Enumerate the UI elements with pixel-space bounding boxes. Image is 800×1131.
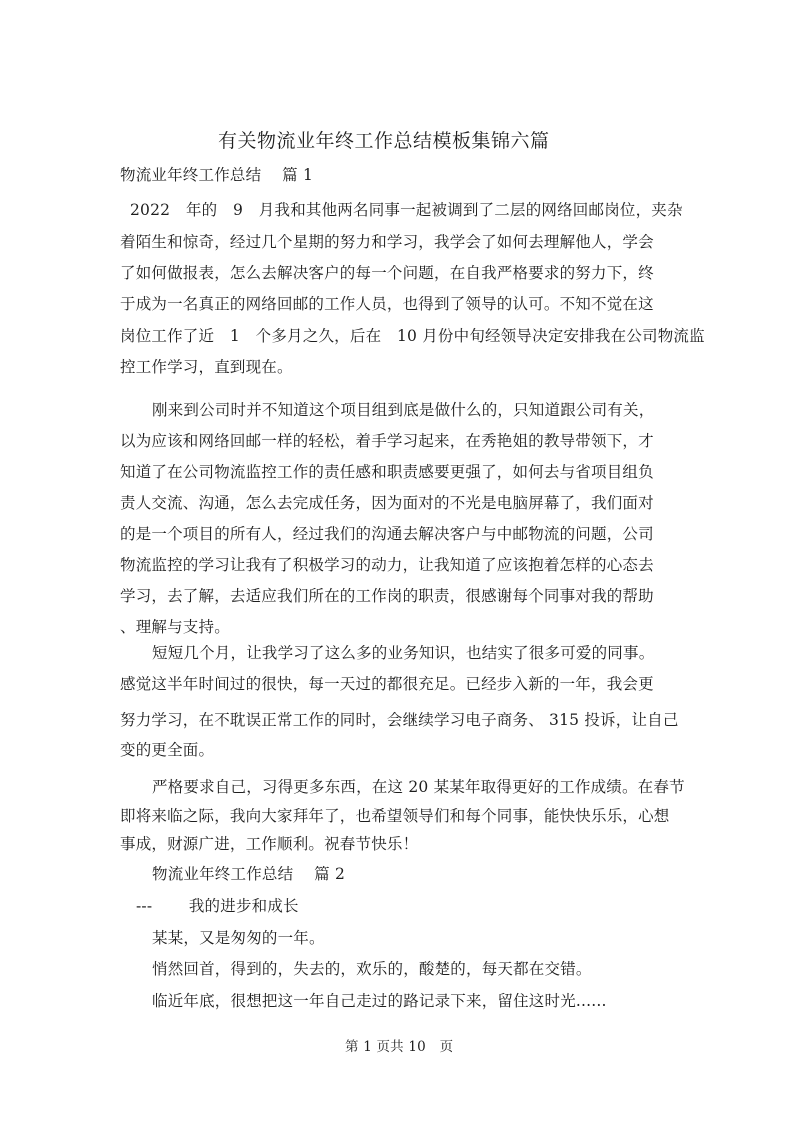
paragraph-line: 的是一个项目的所有人，经过我们的沟通去解决客户与中邮物流的问题，公司 xyxy=(120,525,654,543)
paragraph-line: 努力学习，在不耽误正常工作的同时，会继续学习电子商务、 315 投诉，让自己 xyxy=(120,711,679,729)
paragraph-line: 刚来到公司时并不知道这个项目组到底是做什么的，只知道跟公司有关， xyxy=(152,401,655,419)
document-title: 有关物流业年终工作总结模板集锦六篇 xyxy=(218,130,550,152)
paragraph-line: 于成为一名真正的网络回邮的工作人员，也得到了领导的认可。不知不觉在这 xyxy=(120,295,654,313)
page-number: 第 1 页共 10 页 xyxy=(345,1039,454,1055)
paragraph-line: 某某，又是匆匆的一年。 xyxy=(152,929,325,947)
paragraph-line: 、理解与支持。 xyxy=(120,618,230,636)
paragraph-line: 了如何做报表，怎么去解决客户的每一个问题，在自我严格要求的努力下，终 xyxy=(120,264,654,282)
subheading: --- 我的进步和成长 xyxy=(136,897,299,915)
paragraph-line: 以为应该和网络回邮一样的轻松，着手学习起来，在秀艳姐的教导带领下，才 xyxy=(120,432,654,450)
paragraph-line: 悄然回首，得到的，失去的，欢乐的，酸楚的，每天都在交错。 xyxy=(152,960,592,978)
paragraph-line: 2022 年的 9 月我和其他两名同事一起被调到了二层的网络回邮岗位，夹杂 xyxy=(130,201,683,219)
paragraph-line: 事成，财源广进，工作顺利。祝春节快乐！ xyxy=(120,835,419,853)
paragraph-line: 即将来临之际，我向大家拜年了，也希望领导们和每个同事，能快快乐乐，心想 xyxy=(120,807,670,825)
paragraph-line: 感觉这半年时间过的很快，每一天过的都很充足。已经步入新的一年，我会更 xyxy=(120,675,654,693)
paragraph-line: 知道了在公司物流监控工作的责任感和职责感要更强了，如何去与省项目组负 xyxy=(120,463,654,481)
paragraph-line: 临近年底，很想把这一年自己走过的路记录下来，留住这时光...... xyxy=(152,992,607,1010)
paragraph-line: 短短几个月，让我学习了这么多的业务知识，也结实了很多可爱的同事。 xyxy=(152,644,655,662)
section-heading-1: 物流业年终工作总结 篇 1 xyxy=(120,166,314,184)
paragraph-line: 学习，去了解，去适应我们所在的工作岗的职责，很感谢每个同事对我的帮助 xyxy=(120,587,654,605)
paragraph-line: 控工作学习，直到现在。 xyxy=(120,358,293,376)
paragraph-line: 责人交流、沟通，怎么去完成任务，因为面对的不光是电脑屏幕了，我们面对 xyxy=(120,494,654,512)
paragraph-line: 物流监控的学习让我有了积极学习的动力，让我知道了应该抱着怎样的心态去 xyxy=(120,556,654,574)
section-heading-2: 物流业年终工作总结 篇 2 xyxy=(152,865,346,883)
paragraph-line: 岗位工作了近 1 个多月之久，后在 10 月份中旬经领导决定安排我在公司物流监 xyxy=(120,327,705,345)
paragraph-line: 变的更全面。 xyxy=(120,741,215,759)
paragraph-line: 严格要求自己，习得更多东西，在这 20 某某年取得更好的工作成绩。在春节 xyxy=(152,778,685,796)
paragraph-line: 着陌生和惊奇，经过几个星期的努力和学习，我学会了如何去理解他人，学会 xyxy=(120,233,654,251)
